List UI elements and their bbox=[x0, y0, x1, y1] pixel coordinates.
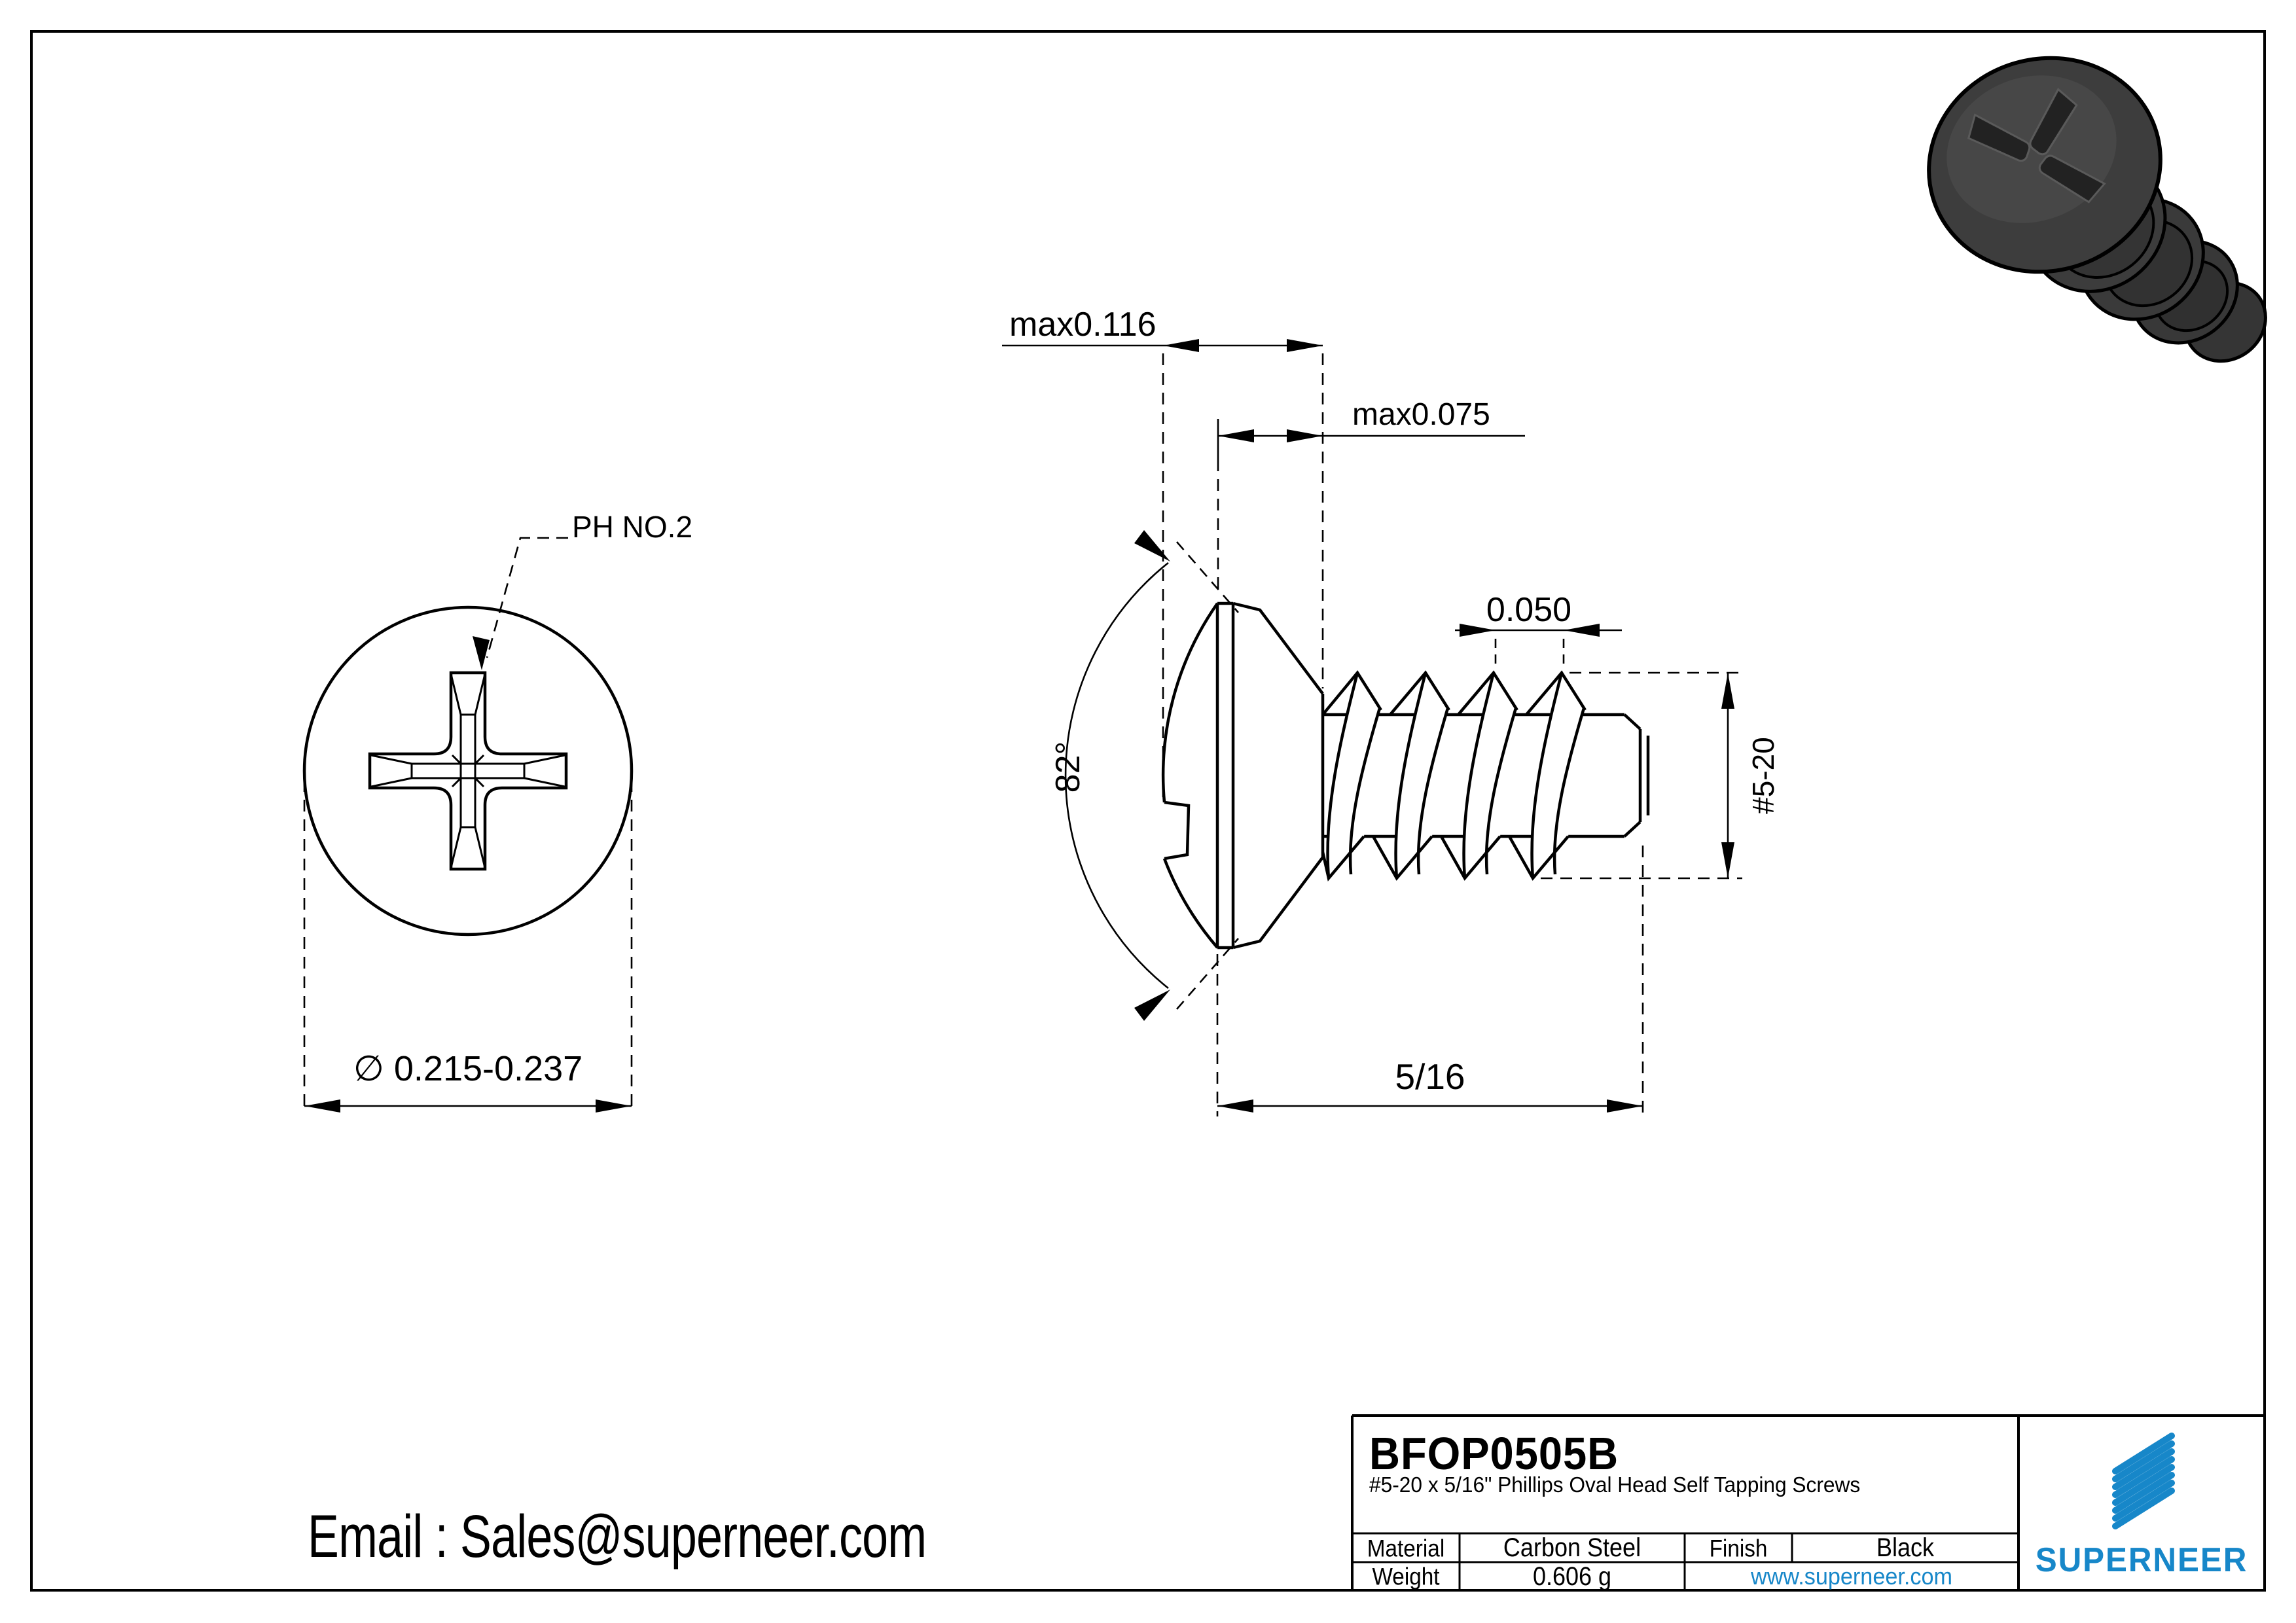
finish-value: Black bbox=[1876, 1533, 1935, 1562]
side-view bbox=[1002, 339, 1742, 1116]
material-value: Carbon Steel bbox=[1503, 1533, 1641, 1562]
brand-logo-icon bbox=[2115, 1436, 2172, 1526]
front-diameter-label: ∅ 0.215-0.237 bbox=[353, 1049, 583, 1088]
pitch-label: 0.050 bbox=[1486, 591, 1572, 629]
material-label: Material bbox=[1367, 1535, 1445, 1562]
screw-photo bbox=[1903, 31, 2281, 377]
weight-value: 0.606 g bbox=[1532, 1562, 1612, 1591]
brand-name: SUPERNEER bbox=[2035, 1541, 2248, 1579]
crown-height-label: max0.075 bbox=[1352, 397, 1490, 432]
front-view bbox=[304, 538, 632, 1114]
length-label: 5/16 bbox=[1395, 1056, 1465, 1097]
weight-label: Weight bbox=[1372, 1563, 1440, 1590]
sheet-border-rect bbox=[31, 31, 2265, 1590]
website-link[interactable]: www.superneer.com bbox=[1751, 1563, 1952, 1590]
contact-email: Email : Sales@superneer.com bbox=[308, 1503, 927, 1570]
part-number: BFOP0505B bbox=[1369, 1428, 1619, 1479]
head-height-label: max0.116 bbox=[1009, 306, 1157, 344]
thread-size-label: #5-20 bbox=[1746, 737, 1780, 814]
angle-label: 82° bbox=[1049, 741, 1087, 793]
part-description: #5-20 x 5/16" Phillips Oval Head Self Tapping Screws bbox=[1369, 1472, 1861, 1497]
finish-label: Finish bbox=[1709, 1535, 1768, 1562]
recess-label: PH NO.2 bbox=[572, 510, 693, 544]
